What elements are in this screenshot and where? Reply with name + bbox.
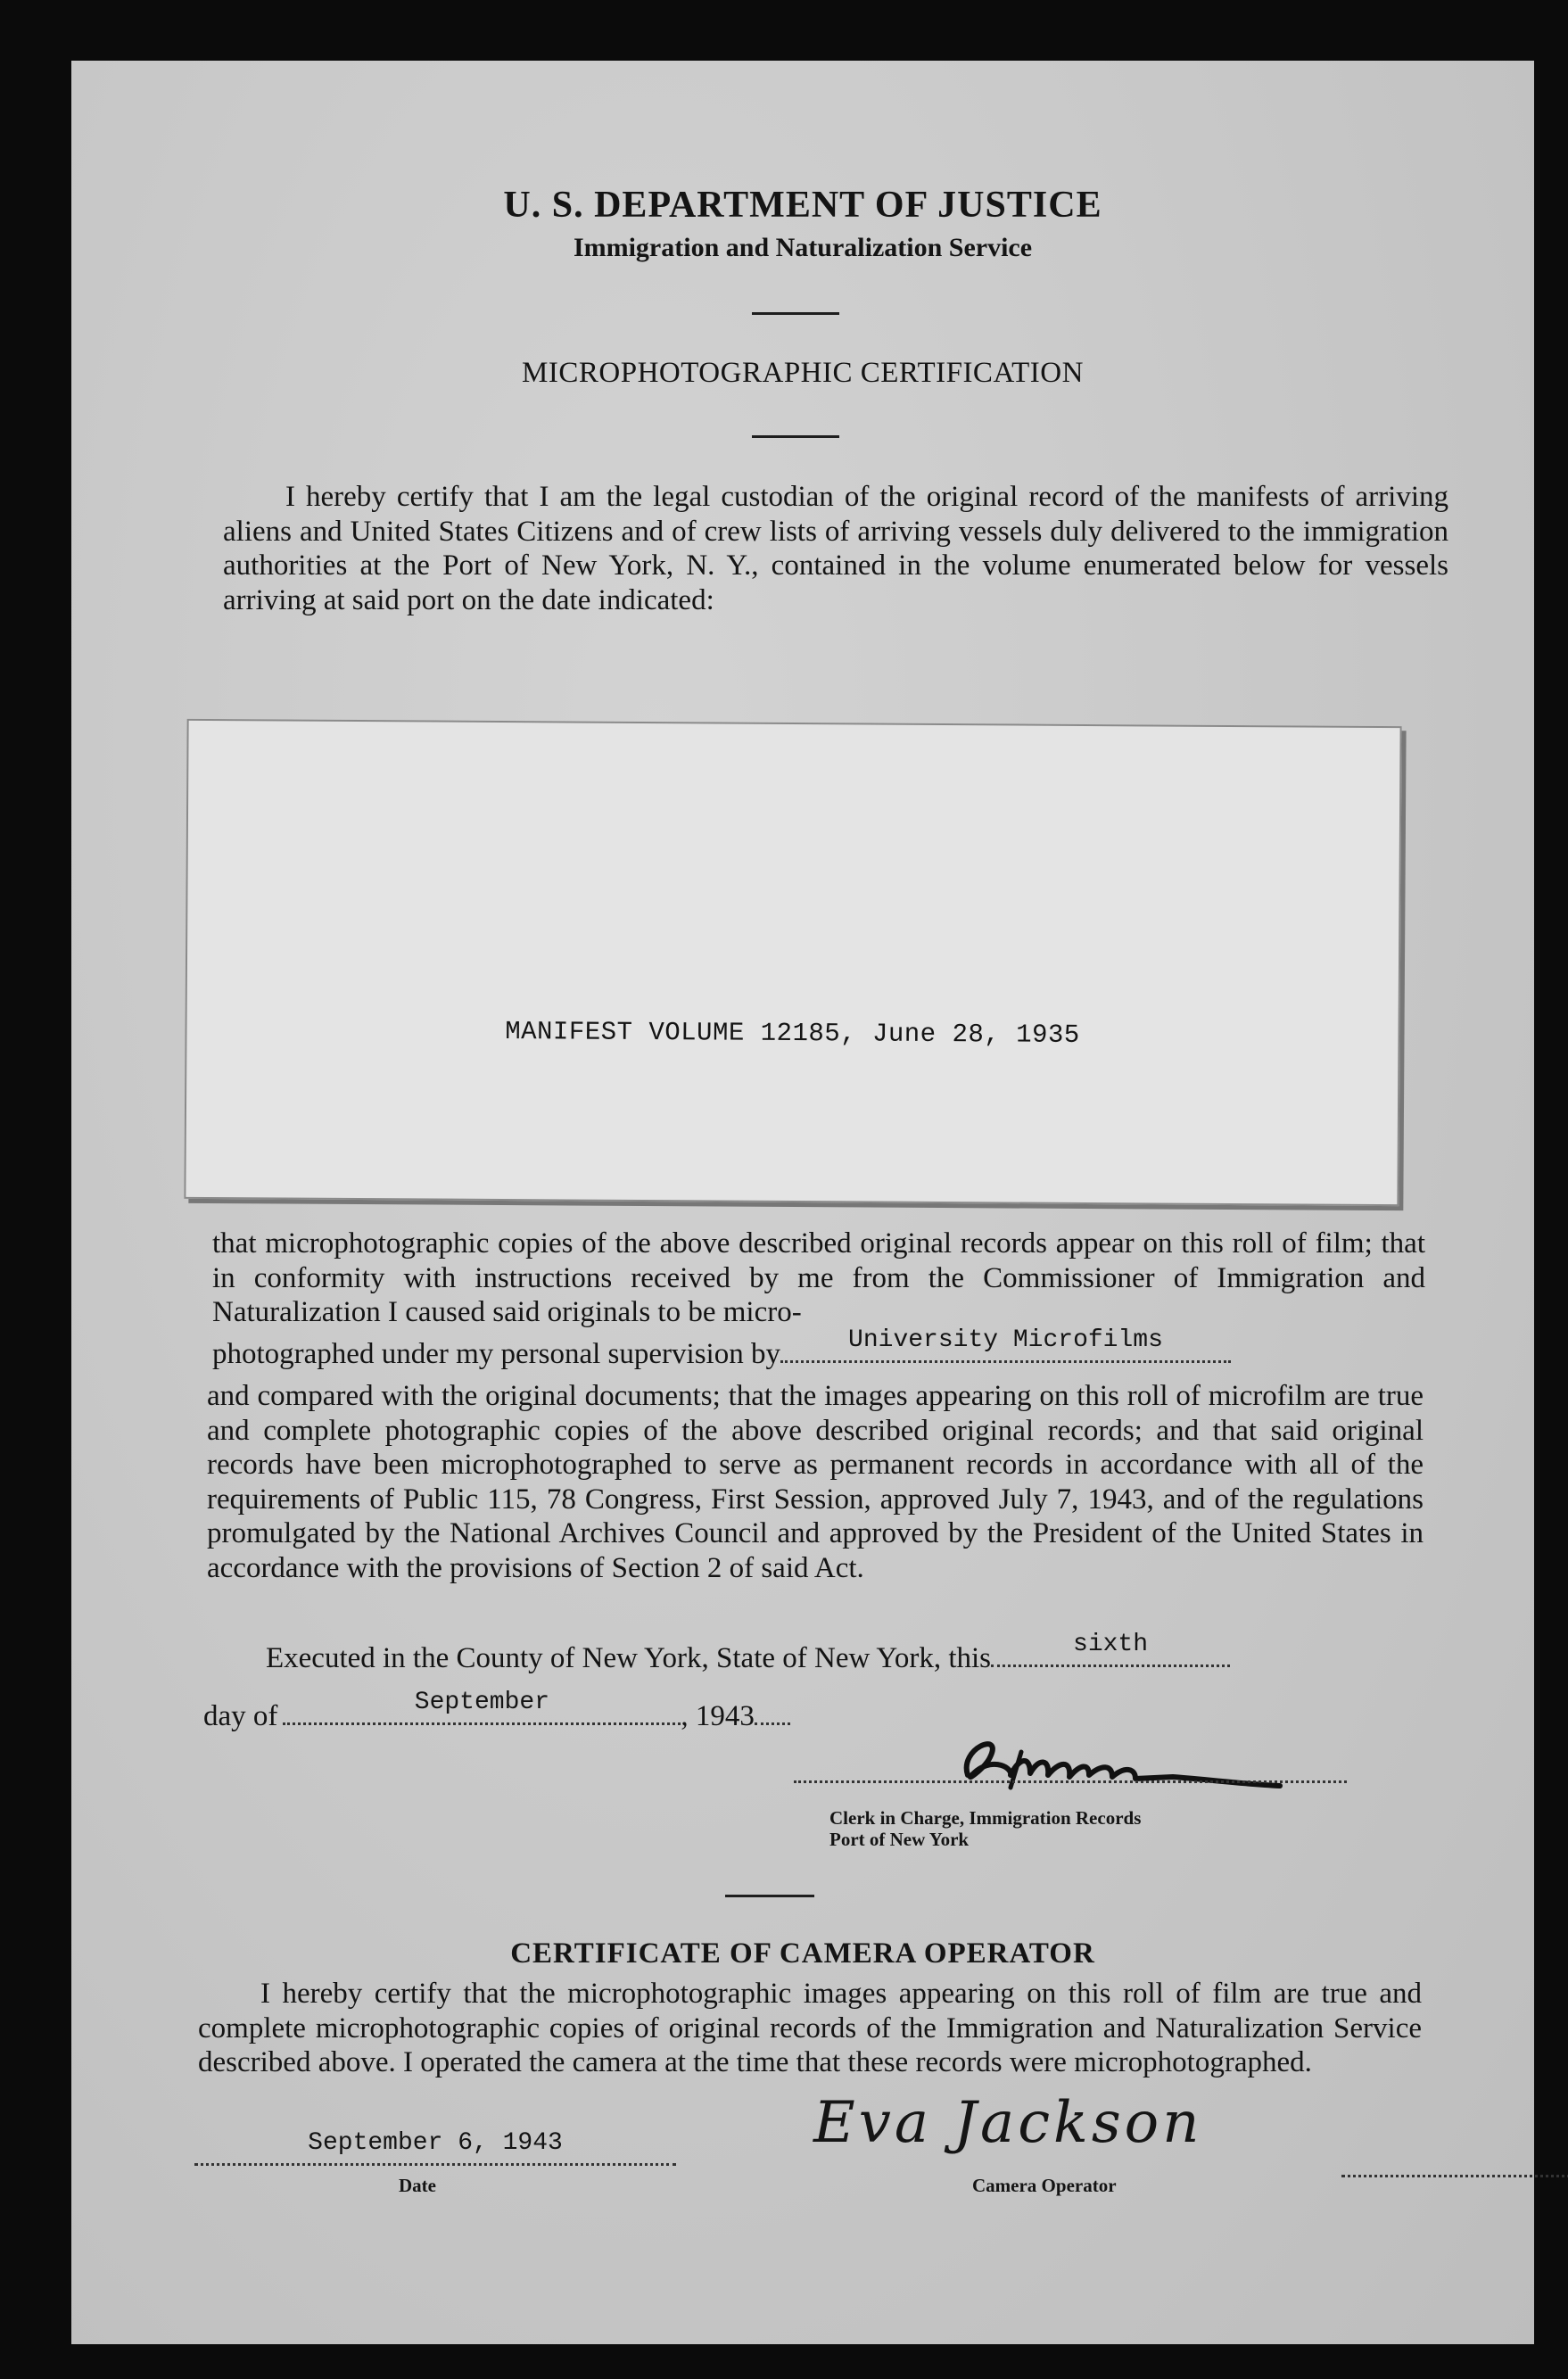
date-value: September 6, 1943: [308, 2129, 563, 2157]
camera-operator-signature-line: [1341, 2173, 1568, 2177]
body-paragraph-part1: that microphotographic copies of the above described original records appear on this roll of film; that in conformity with instructions received by me from the Commissioner of Immigration and Naturalization I caused said originals to be micro-: [212, 1227, 1425, 1328]
service-subtitle: Immigration and Naturalization Service: [573, 233, 1033, 262]
certification-heading: MICROPHOTOGRAPHIC CERTIFICATION: [522, 357, 1084, 389]
camera-operator-signature: Eva Jackson: [813, 2090, 1203, 2156]
supervision-prefix: photographed under my personal supervision by: [212, 1338, 780, 1370]
clerk-signature-line: [794, 1779, 1347, 1783]
clerk-title-line1: Clerk in Charge, Immigration Records: [829, 1807, 1142, 1829]
manifest-volume-text: MANIFEST VOLUME 12185, June 28, 1935: [505, 1017, 1080, 1050]
executed-line: [266, 1631, 1230, 1676]
manifest-volume-box: [184, 719, 1401, 1206]
certificate-page: [71, 61, 1534, 2344]
supervision-line: [212, 1326, 1231, 1372]
department-title: U. S. DEPARTMENT OF JUSTICE: [503, 185, 1102, 226]
clerk-title-line2: Port of New York: [829, 1829, 970, 1850]
year-trailing-dots: [755, 1699, 790, 1725]
supervision-field: [780, 1326, 1231, 1363]
divider-bottom: [725, 1895, 814, 1897]
intro-paragraph: I hereby certify that I am the legal custodian of the original record of the manifests of arriving aliens and United States Citizens and of crew lists of arriving vessels duly delivered to the immigration authorities at the Port of New York, N. Y., contained in the volume enumerated below for vessels arriving at said port on the date indicated:: [223, 481, 1448, 616]
month-field: [283, 1689, 681, 1725]
month-value: September: [414, 1689, 549, 1716]
camera-operator-heading: CERTIFICATE OF CAMERA OPERATOR: [510, 1937, 1095, 1970]
supervision-value: University Microfilms: [848, 1326, 1163, 1354]
date-signature-row: [194, 2129, 676, 2175]
date-label: Date: [399, 2175, 436, 2196]
day-field: [991, 1631, 1230, 1667]
year-text: , 1943: [681, 1700, 755, 1732]
executed-prefix: Executed in the County of New York, State of New York, this: [266, 1642, 992, 1674]
clerk-title: [829, 1807, 1141, 1850]
day-of-label: day of: [203, 1700, 278, 1732]
divider-top: [752, 312, 839, 315]
camera-operator-label: Camera Operator: [972, 2175, 1117, 2196]
clerk-signature-image: [905, 1722, 1369, 1802]
day-of-line: [203, 1689, 790, 1734]
camera-operator-paragraph: I hereby certify that the microphotographic images appearing on this roll of film are true and complete microphotographic copies of original records of the Immigration and Naturalization Service described above. I operated the camera at the time that these records were microphotographed.: [198, 1978, 1422, 2078]
date-field: [194, 2129, 676, 2166]
day-value: sixth: [1073, 1631, 1149, 1658]
body-paragraph-part2: and compared with the original documents; that the images appearing on this roll of microfilm are true and complete photographic copies of the above described original records; and that said original records have been microphotographed to serve as permanent records in accordance with all of the requirements of Public 115, 78 Congress, First Session, approved July 7, 1943, and of the regulations promulgated by the National Archives Council and approved by the President of the United States in accordance with the provisions of Section 2 of said Act.: [207, 1380, 1424, 1584]
divider-middle: [752, 435, 839, 438]
